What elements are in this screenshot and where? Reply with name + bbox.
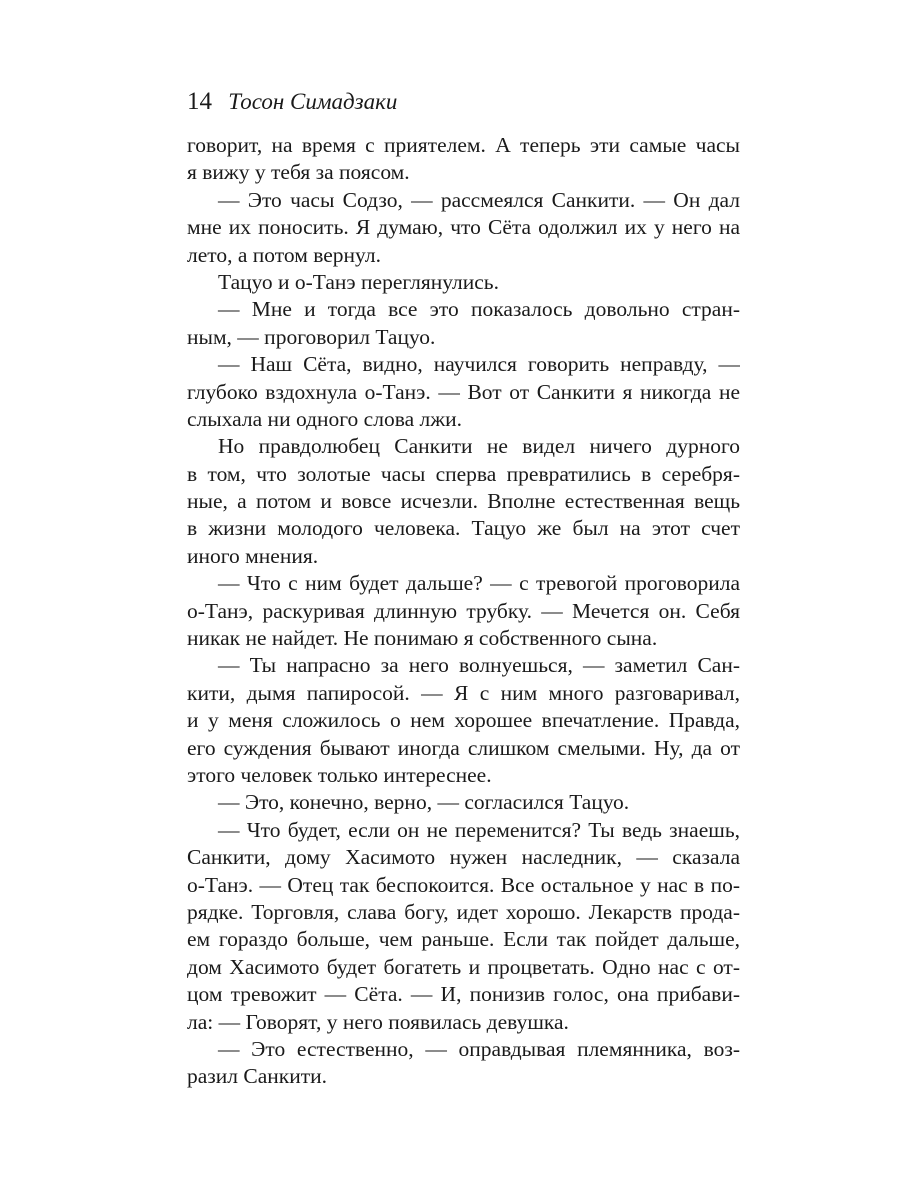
text-line: его суждения бывают иногда слишком смелыми. Ну, да от [187,735,740,760]
text-line: — Наш Сёта, видно, научился говорить неправду, — [218,352,740,377]
text-line: — Мне и тогда все это показалось довольно стран- [218,297,740,322]
text-line: в жизни молодого человека. Тацуо же был на этот счет [187,516,740,541]
running-head-author: Тосон Симадзаки [228,89,398,114]
text-line: — Что с ним будет дальше? — с тревогой проговорила [218,571,740,596]
page-number: 14 [187,88,212,115]
text-line: — Ты напрасно за него волнуешься, — заметил Сан- [218,653,740,678]
text-line: — Что будет, если он не переменится? Ты ведь знаешь, [218,817,740,842]
text-line: рядке. Торговля, слава богу, идет хорошо. Лекарств прода- [187,899,740,924]
text-line: ла: — Говорят, у него появилась девушка. [187,1009,569,1034]
text-line: никак не найдет. Не понимаю я собственного сына. [187,626,658,651]
text-line: — Это часы Содзо, — рассмеялся Санкити. — Он дал [218,187,740,212]
text-line: в том, что золотые часы сперва превратились в серебря- [187,461,740,486]
text-line: говорит, на время с приятелем. А теперь эти самые часы [187,133,740,157]
text-line: ные, а потом и вовсе исчезли. Вполне естественная вещь [187,489,740,514]
text-line: разил Санкити. [187,1064,328,1089]
text-line: этого человек только интереснее. [187,762,492,787]
text-line: я вижу у тебя за поясом. [187,160,410,185]
text-line: Санкити, дому Хасимото нужен наследник, — сказала [187,845,740,870]
text-line: Но правдолюбец Санкити не видел ничего дурного [218,434,740,459]
running-head [187,86,740,118]
text-line: глубоко вздохнула о-Танэ. — Вот от Санкити я никогда не [187,379,740,404]
text-line: кити, дымя папиросой. — Я с ним много разговаривал, [187,680,740,705]
text-line: о-Танэ. — Отец так беспокоится. Все остальное у нас в по- [187,872,740,897]
text-line: — Это естественно, — оправдывая племянника, воз- [218,1036,740,1061]
text-line: ем гораздо больше, чем раньше. Если так пойдет дальше, [187,927,740,952]
body-text [187,132,740,1091]
text-line: о-Танэ, раскуривая длинную трубку. — Мечется он. Себя [187,598,740,623]
text-line: Тацуо и о-Танэ переглянулись. [218,269,499,294]
text-line: слыхала ни одного слова лжи. [187,406,462,431]
text-line: мне их поносить. Я думаю, что Сёта одолжил их у него на [187,215,740,240]
text-line: иного мнения. [187,543,319,568]
text-line: дом Хасимото будет богатеть и процветать. Одно нас с от- [187,954,740,979]
text-line: и у меня сложилось о нем хорошее впечатление. Правда, [187,708,740,733]
text-line: лето, а потом вернул. [187,242,381,267]
text-line: цом тревожит — Сёта. — И, понизив голос, она прибави- [187,982,740,1007]
text-line: ным, — проговорил Тацуо. [187,324,436,349]
book-page [187,86,740,1091]
text-line: — Это, конечно, верно, — согласился Тацуо. [218,790,630,815]
